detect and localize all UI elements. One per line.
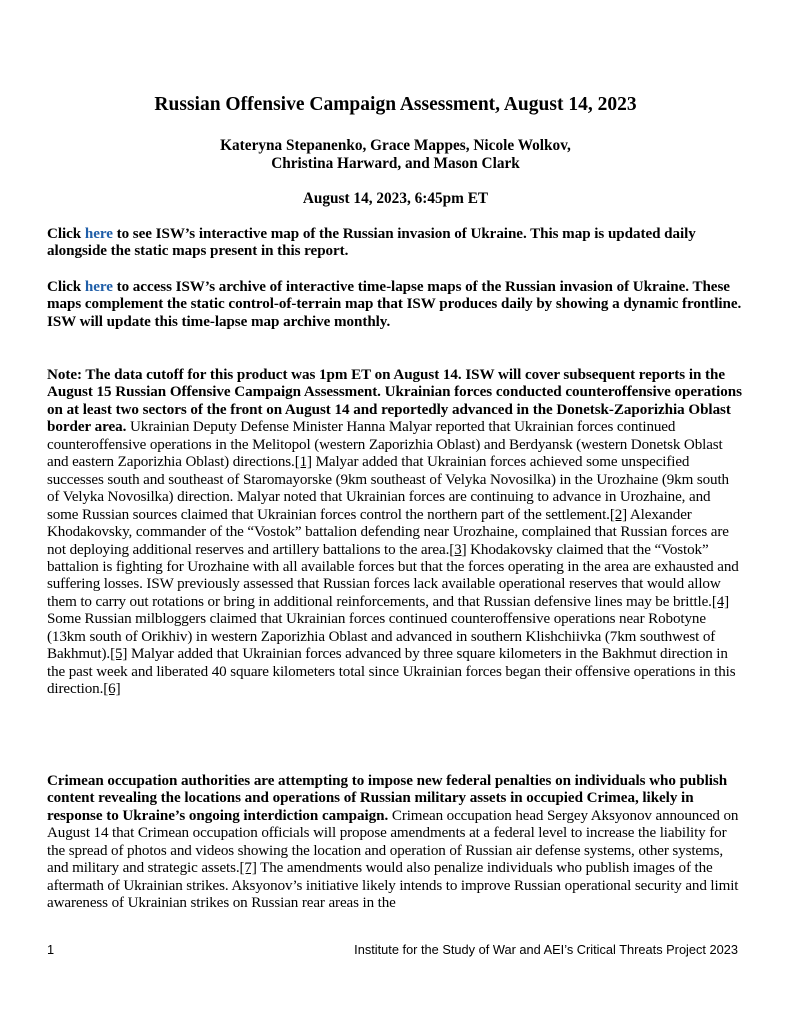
intro1-click: Click bbox=[47, 226, 85, 242]
footer-organization: Institute for the Study of War and AEI’s Critical Threats Project 2023 bbox=[354, 942, 738, 957]
timelapse-map-paragraph bbox=[47, 279, 744, 331]
author-line-1: Kateryna Stepanenko, Grace Mappes, Nicole Wolkov, bbox=[220, 137, 571, 154]
page-number: 1 bbox=[47, 942, 55, 957]
crimea-text-1: Crimean occupation head Sergey Aksyonov announced on August 14 that Crimean occupation officials will propose amendments at a federal level to increase the liability for the spread of photos and videos showing the location and operation of Russian air defense systems, other systems, and military and strategic assets. bbox=[47, 807, 739, 877]
report-title: Russian Offensive Campaign Assessment, August 14, 2023 bbox=[154, 94, 637, 115]
note-text-2: Malyar added that Ukrainian forces achieved some unspecified successes south and southeast of Staromayorske (9km southeast of Velyka Novosilka) in the Urozhaine (9km south of Velyka Novosilka) direction. Malyar noted that Ukrainian forces are continuing to advance in Urozhaine, and some Russian sources claimed that Ukrainian forces control the northern part of the settlement. bbox=[47, 454, 729, 523]
report-date: August 14, 2023, 6:45pm ET bbox=[302, 190, 489, 207]
note-text-6: Malyar added that Ukrainian forces advanced by three square kilometers in the Bakhmut direction in the past week and liberated 40 square kilometers total since Ukrainian forces began their offensive operations in this direction. bbox=[47, 646, 736, 698]
intro2-text: to access ISW’s archive of interactive time-lapse maps of the Russian invasion of Ukraine. These maps complement the static control-of-terrain map that ISW produces daily by showing a dynamic frontline. ISW will update this time-lapse map archive monthly. bbox=[47, 279, 742, 330]
footnote-link-4[interactable]: [4] bbox=[711, 593, 730, 610]
note-text-3: Alexander Khodakovsky, commander of the “Vostok” battalion defending near Urozhaine, complained that Russian forces are not deploying additional reserves and artillery battalions to the area. bbox=[47, 506, 729, 558]
note-text-1: Ukrainian Deputy Defense Minister Hanna Malyar reported that Ukrainian forces continued counteroffensive operations in the Melitopol (western Zaporizhia Oblast) and Berdyansk (western Donetsk Oblast and eastern Zaporizhia Oblast) directions. bbox=[47, 419, 723, 471]
note-lead: Note: The data cutoff for this product was 1pm ET on August 14. ISW will cover subsequent reports in the August 15 Russian Offensive Campaign Assessment. Ukrainian forces conducted counteroffensive operations on at least two sectors of the front on August 14 and reportedly advanced in the Donetsk-Zaporizhia Oblast border area. bbox=[47, 367, 742, 436]
interactive-map-link[interactable]: here bbox=[84, 226, 113, 242]
footnote-link-6[interactable]: [6] bbox=[103, 681, 121, 698]
note-paragraph bbox=[47, 367, 744, 699]
intro1-text: to see ISW’s interactive map of the Russian invasion of Ukraine. This map is updated daily alongside the static maps present in this report. bbox=[47, 226, 696, 260]
interactive-map-paragraph bbox=[47, 226, 744, 261]
footnote-link-1[interactable]: [1] bbox=[294, 454, 312, 471]
intro2-click: Click bbox=[47, 279, 85, 295]
author-line-2: Christina Harward, and Mason Clark bbox=[271, 154, 520, 172]
footnote-link-5[interactable]: [5] bbox=[110, 646, 128, 663]
footnote-link-7[interactable]: [7] bbox=[239, 860, 257, 877]
crimea-text-2: The amendments would also penalize individuals who publish images of the aftermath of Ukrainian strikes. Aksyonov’s initiative likely intends to improve Russian operational security and limit awareness of Ukrainian strikes on Russian rear areas in the bbox=[47, 860, 739, 912]
timelapse-archive-link[interactable]: here bbox=[84, 279, 113, 295]
note-text-4: Khodakovsky claimed that the “Vostok” battalion is fighting for Urozhaine with all available forces but that the forces operating in the area are exhausted and suffering losses. ISW previously assessed that Russian forces lack available operational reserves that would allow them to carry out rotations or bring in additional reinforcements, and that Russian defensive lines may be brittle. bbox=[47, 541, 739, 610]
note-text-5: Some Russian milbloggers claimed that Ukrainian forces continued counteroffensive operations near Robotyne (13km south of Orikhiv) in western Zaporizhia Oblast and advanced in southern Klishchiivka (7km southwest of Bakhmut). bbox=[47, 611, 716, 663]
footnote-link-2[interactable]: [2] bbox=[609, 506, 628, 523]
crimea-lead: Crimean occupation authorities are attempting to impose new federal penalties on individuals who publish content revealing the locations and operations of Russian military assets in occupied Crimea, likely in response to Ukraine’s ongoing interdiction campaign. bbox=[47, 773, 728, 824]
crimea-paragraph bbox=[47, 773, 744, 913]
footnote-link-3[interactable]: [3] bbox=[449, 541, 467, 558]
author-list bbox=[47, 137, 744, 172]
